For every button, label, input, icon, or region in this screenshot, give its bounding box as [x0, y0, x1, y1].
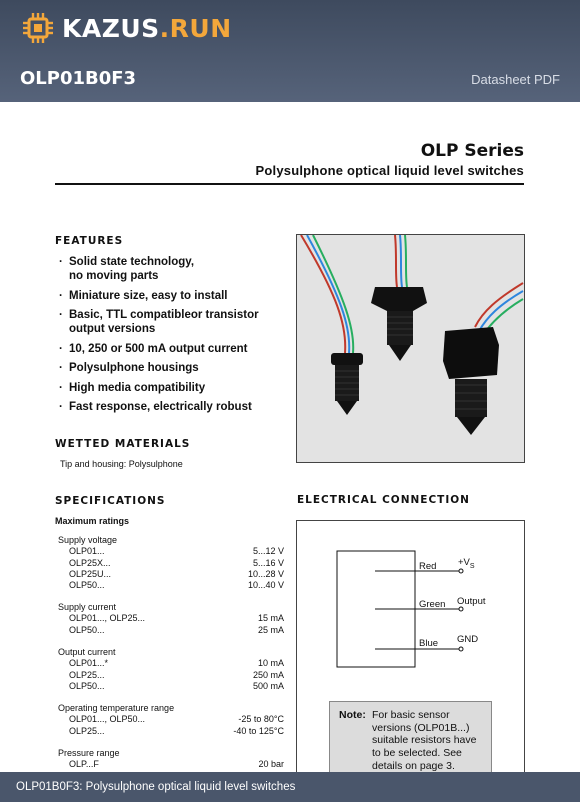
spec-output-current: [58, 647, 284, 692]
spec-row: OLP50... 25 mA: [69, 624, 284, 635]
spec-operating-temperature: [58, 703, 284, 737]
spec-group-title: Pressure range: [58, 748, 120, 758]
spec-row: OLP25U... 10...28 V: [69, 568, 284, 579]
wire-label-vs: $+V_S$: [458, 557, 475, 570]
spec-group-title: Supply voltage: [58, 535, 118, 545]
wetted-materials-text: Tip and housing: Polysulphone: [60, 459, 183, 469]
site-logo[interactable]: [22, 12, 232, 44]
spec-pressure-range: [58, 748, 284, 771]
wire-label-gnd: GND: [457, 634, 479, 645]
wire-label-output: Output: [457, 596, 486, 607]
features-heading: FEATURES: [55, 235, 124, 247]
note-text: For basic sensor versions (OLP01B...) suitable resistors have to be selected. See details on page 3.: [372, 709, 477, 772]
specifications-heading: SPECIFICATIONS: [55, 495, 166, 507]
spec-group-title: Output current: [58, 647, 116, 657]
feature-item: · Solid state technology, no moving parts: [58, 255, 290, 283]
feature-item: · 10, 250 or 500 mA output current: [58, 342, 290, 356]
wire-label-red: Red: [419, 561, 437, 572]
series-title: OLP Series: [420, 141, 524, 161]
feature-item: · High media compatibility: [58, 381, 290, 395]
logo-text: [62, 14, 232, 43]
feature-item: · Fast response, electrically robust: [58, 400, 290, 414]
spec-row: OLP01...* 10 mA: [69, 658, 284, 669]
spec-supply-current: [58, 602, 284, 636]
spec-group-title: Operating temperature range: [58, 703, 175, 713]
max-ratings-heading: Maximum ratings: [55, 516, 130, 526]
wire-label-blue: Blue: [419, 638, 439, 649]
spec-row: OLP50... 500 mA: [69, 680, 284, 691]
spec-supply-voltage: [58, 535, 284, 591]
series-subtitle: Polysulphone optical liquid level switches: [255, 163, 524, 178]
spec-row: OLP01..., OLP25... 15 mA: [69, 613, 284, 624]
spec-row: OLP50... 10...40 V: [69, 580, 284, 591]
chip-icon: [22, 12, 54, 44]
feature-item: · Polysulphone housings: [58, 361, 290, 375]
page-footer: [0, 772, 580, 802]
site-header: [0, 0, 580, 102]
wire-label-green: Green: [419, 599, 446, 610]
feature-item: · Basic, TTL compatibleor transistor output versions: [58, 308, 290, 336]
spec-row: OLP01... 5...12 V: [69, 546, 284, 557]
spec-row: OLP25... -40 to 125°C: [69, 725, 284, 736]
spec-row: OLP...F 20 bar: [69, 759, 284, 770]
electrical-connection-heading: ELECTRICAL CONNECTION: [297, 494, 470, 506]
spec-row: OLP01..., OLP50... -25 to 80°C: [69, 714, 284, 725]
features-list: [58, 255, 290, 420]
wetted-materials-heading: WETTED MATERIALS: [55, 438, 191, 450]
sensors-illustration: [297, 235, 524, 462]
product-photo: [296, 234, 525, 463]
title-rule: [55, 183, 524, 185]
logo-accent: .RUN: [159, 13, 232, 43]
part-number-title: OLP01B0F3: [20, 68, 137, 89]
spec-group-title: Supply current: [58, 602, 117, 612]
footer-title[interactable]: OLP01B0F3: Polysulphone optical liquid level switches: [16, 781, 296, 793]
feature-item: · Miniature size, easy to install: [58, 289, 290, 303]
note-label: Note:: [339, 709, 366, 721]
spec-row: OLP25X... 5...16 V: [69, 557, 284, 568]
logo-main: KAZUS: [62, 13, 160, 43]
datasheet-pdf-link[interactable]: Datasheet PDF: [471, 72, 560, 87]
spec-row: OLP25... 250 mA: [69, 669, 284, 680]
note-box: [329, 701, 492, 777]
